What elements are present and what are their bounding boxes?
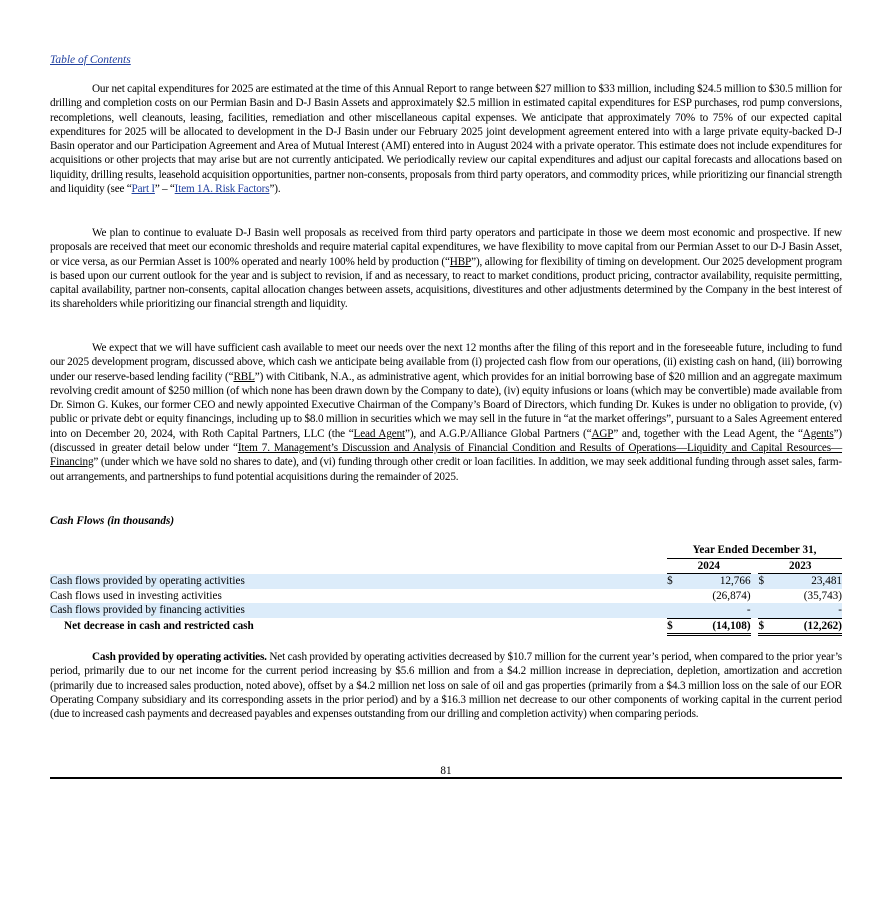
p3-text-c: ”), and A.G.P./Alliance Global Partners (“ [405, 427, 592, 440]
year-2023-header: 2023 [758, 558, 842, 574]
period-header: Year Ended December 31, [667, 543, 842, 558]
p3-text-e: ”)(discussed in greater detail below under “ [50, 427, 842, 455]
p3-text-a: We expect that we will have sufficient cash available to meet our needs over the next 12 months after the filing of this report and in the foreseeable future, including to fund our 2025 development program, discussed above, which cash we anticipate being available from (i) projected cash flow from our operations, (ii) existing cash on hand, (iii) borrowing under our reserve-based lending facility (“ [50, 342, 842, 383]
table-row [50, 574, 842, 589]
value-2024: 12,766 [689, 574, 751, 589]
paragraph-capital-expenditures [50, 82, 842, 196]
total-2024: (14,108) [689, 618, 751, 635]
risk-factors-link[interactable]: Item 1A. Risk Factors [174, 183, 270, 196]
currency-symbol [758, 603, 780, 618]
p1-text-c: ”). [269, 183, 281, 196]
table-header-years [50, 558, 842, 574]
p3-text-b: ”) with Citibank, N.A., as administrative agent, which provides for an initial borrowing base of $20 million and an aggregate maximum revolving credit amount of $250 million (of which none has been drawn down by the Company to date), (iv) equity infusions or loans (which may be convertible) made available from Dr. Simon G. Kukes, our former CEO and newly appointed Executive Chairman of the Company’s Board of Directors, which funding Dr. Kukes is under no obligation to provide, (v) public or private debt or equity financings, including up to $8.0 million in securities which we may sell in the future in “at the market offerings”, pursuant to a Sales Agreement entered into on December 20, 2024, with Roth Capital Partners, LLC (the “ [50, 370, 842, 440]
row-label: Cash flows used in investing activities [50, 589, 222, 602]
year-2024-header: 2024 [667, 558, 751, 574]
value-2024: - [689, 603, 751, 618]
p3-text-d: ” and, together with the Lead Agent, the “ [613, 427, 803, 440]
value-2024: (26,874) [712, 589, 751, 602]
p1-text-a: Our net capital expenditures for 2025 are estimated at the time of this Annual Report to range between $27 million to $33 million, including $24.5 million to $30.5 million for drilling and completion costs on our Permian Basin and D-J Basin Assets and approximately $2.5 million in estimated capital expenditures for ESP purchases, rod pump conversions, recompletions, well cleanouts, leasing, facilities, remediation and other miscellaneous capital expenses. We anticipate that approximately 70% to 75% of our expected capital expenditures for 2025 will be allocated to development in the D-J Basin under our February 2025 joint development agreement entered into with a large private equity-backed D-J Basin operator and our Participation Agreement and Area of Mutual Interest (AMI) entered into in August 2024 with a private operator. This estimate does not include expenditures for acquisitions or other projects that may arise but are not currently anticipated. We periodically review our capital expenditures and adjust our capital forecasts and allocations based on liquidity, drilling results, leasehold acquisition opportunities, partner non-consents, proposals from third party operators, and commodity prices, while prioritizing our financial strength and liquidity (see “ [50, 83, 842, 196]
currency-symbol [667, 603, 689, 618]
rbl-term: RBL [233, 370, 255, 383]
total-label: Net decrease in cash and restricted cash [64, 620, 254, 632]
row-label: Cash flows provided by operating activities [50, 574, 667, 589]
currency-symbol: $ [667, 574, 689, 589]
currency-symbol [667, 589, 689, 604]
item7-financing-link[interactable]: Item 7. Management’s Discussion and Analysis of Financial Condition and Results of Operations—Liquidity and Capital Resources—Financing [50, 442, 842, 469]
value-2023: 23,481 [780, 574, 842, 589]
cash-flows-table [50, 543, 842, 636]
table-row [50, 589, 842, 604]
p2-text-b: ”), allowing for flexibility of timing on development. Our 2025 development program is based upon our current outlook for the year and is subject to revision, if and as necessary, to react to market conditions, product pricing, contractor availability, requisite permitting, capital availability, partner non-consents, capital allocation changes between assets, acquisitions, divestitures and other adjustments determined by the Company in the best interest of its shareholders while prioritizing our financial strength and liquidity. [50, 255, 842, 311]
value-2023: - [780, 603, 842, 618]
currency-symbol: $ [667, 618, 689, 635]
table-total-row [50, 618, 842, 635]
total-2023: (12,262) [780, 618, 842, 635]
currency-symbol: $ [758, 574, 780, 589]
currency-symbol: $ [758, 618, 780, 635]
p2-text-a: We plan to continue to evaluate D-J Basin well proposals as received from third party operators and participate in those we deem most economic and prospective. If new proposals are received that meet our economic thresholds and require material capital expenditures, we have flexibility to move capital from our Permian Asset to our D-J Basin Asset, or vice versa, as our Permian Asset is 100% operated and nearly 100% held by production (“ [50, 227, 842, 268]
agp-term: AGP [591, 427, 614, 440]
p3-text-f: ” (under which we have sold no shares to date), and (vi) funding through other credit or loan facilities. In addition, we may seek additional funding through asset sales, farm-out arrangements, and partnerships to fund potential acquisitions during the remainder of 2025. [50, 456, 842, 483]
lead-agent-term: Lead Agent [353, 427, 405, 440]
paragraph-dj-basin-proposals [50, 226, 842, 312]
value-2023: (35,743) [803, 589, 842, 602]
p1-text-b: ” – “ [154, 183, 175, 196]
p4-text-a: Net cash provided by operating activities decreased by $10.7 million for the current year’s period, when compared to the prior year’s period, primarily due to our net income for the current period increasing by $5.6 million and from a $4.2 million increase in depreciation, depletion, amortization and accretion (primarily due to increased sales production, noted above), offset by a $4.2 million net loss on sale of oil and gas properties (primarily from a $4.3 million loss on the sale of our EOR Operating Company subsidiary and its corresponding assets in the prior period) and by a $16.3 million net decrease to our other components of working capital in the current period (due to increased cash payments and decreased payables and expenses outstanding from our drilling and completion activity) when comparing periods. [50, 651, 843, 721]
paragraph-liquidity [50, 341, 842, 484]
currency-symbol [758, 589, 780, 604]
table-of-contents-link[interactable]: Table of Contents [50, 54, 131, 66]
operating-activities-lead: Cash provided by operating activities. [92, 651, 267, 663]
footer-rule [50, 777, 842, 779]
row-label: Cash flows provided by financing activities [50, 603, 667, 618]
paragraph-operating-activities [50, 650, 842, 721]
table-header-period [50, 543, 842, 558]
agents-term: Agents [802, 427, 834, 440]
cash-flows-heading: Cash Flows (in thousands) [50, 515, 175, 527]
hbp-term: HBP [449, 255, 472, 268]
part-i-link[interactable]: Part I [131, 183, 155, 196]
table-row [50, 603, 842, 618]
page-number: 81 [440, 765, 452, 777]
